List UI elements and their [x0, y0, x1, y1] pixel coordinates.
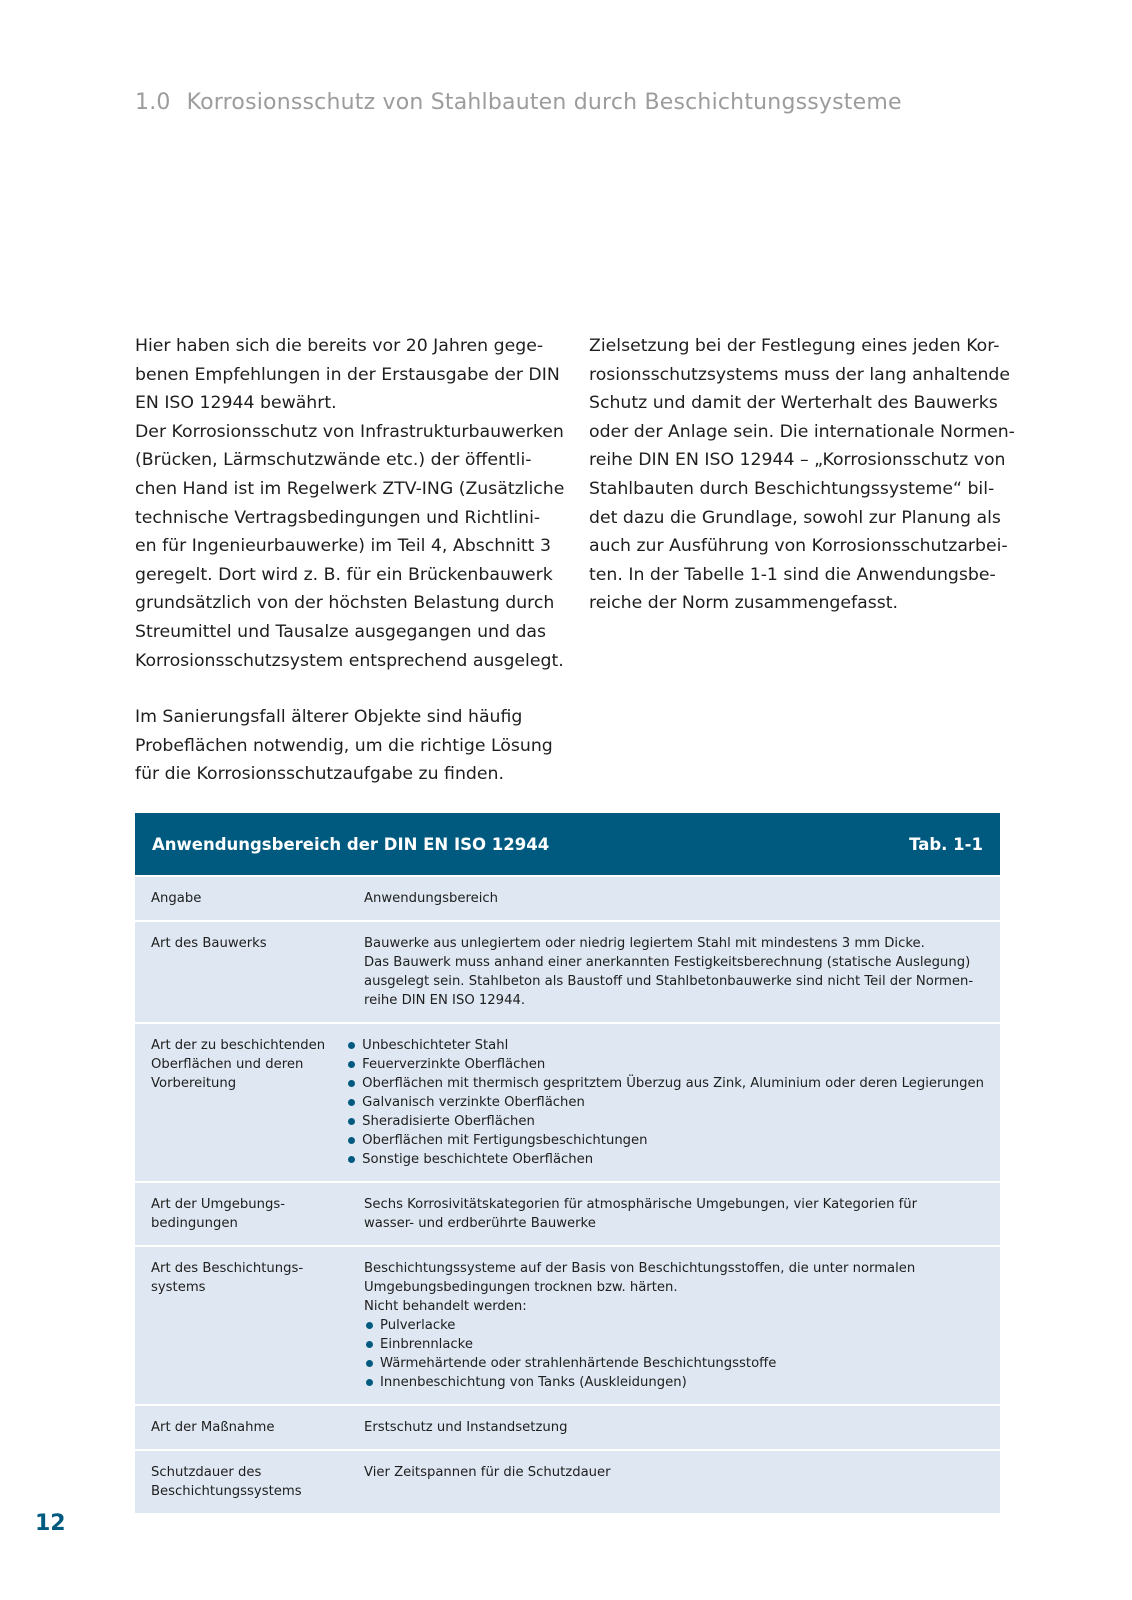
bullet-item: Feuerverzinkte Oberflächen [346, 1055, 984, 1074]
row-content-line: reihe DIN EN ISO 12944. [364, 993, 526, 1008]
text-line: Hier haben sich die bereits vor 20 Jahren gege- [135, 336, 544, 356]
text-line: det dazu die Grundlage, sowohl zur Planung als [589, 507, 1001, 528]
text-line: reihe DIN EN ISO 12944 – „Korrosionsschutz von [589, 450, 1006, 471]
bullet-item: Unbeschichteter Stahl [346, 1036, 984, 1055]
text-line: Stahlbauten durch Beschichtungssysteme“ bil- [589, 478, 995, 499]
table-body [135, 875, 1000, 1513]
text-line: ten. In der Tabelle 1-1 sind die Anwendungsbe- [589, 564, 996, 585]
text-line: rosionsschutzsystems muss der lang anhaltende [589, 364, 1011, 385]
left-text-column [135, 332, 565, 789]
row-content-line: Beschichtungssysteme auf der Basis von Beschichtungsstoffen, die unter normalen [364, 1261, 916, 1276]
text-line: grundsätzlich von der höchsten Belastung durch [135, 593, 555, 614]
row-label-line: Beschichtungssystems [151, 1484, 302, 1499]
table-row [135, 1245, 1000, 1404]
row-content-line: ausgelegt sein. Stahlbeton als Baustoff und Stahlbetonbauwerke sind nicht Teil der Normen- [364, 974, 974, 989]
row-label-line: systems [151, 1280, 206, 1295]
row-label [135, 1406, 364, 1449]
text-line: Der Korrosionsschutz von Infrastrukturbauwerken [135, 421, 564, 442]
bullet-item: Oberflächen mit Fertigungsbeschichtungen [346, 1131, 984, 1150]
scope-table [135, 813, 1000, 1513]
row-label-line: Oberflächen und deren [151, 1057, 304, 1072]
section-title [135, 90, 902, 115]
row-label-line: Art der Umgebungs- [151, 1197, 285, 1212]
row-content-line: Das Bauwerk muss anhand einer anerkannten Festigkeitsberechnung (statische Auslegung) [364, 955, 971, 970]
row-content-line: wasser- und erdberührte Bauwerke [364, 1216, 596, 1231]
bullet-item: Wärmehärtende oder strahlenhärtende Beschichtungsstoffe [364, 1354, 984, 1373]
row-content [364, 1247, 1000, 1404]
row-content [346, 1024, 1000, 1181]
row-content [364, 877, 1000, 920]
row-content [364, 1183, 1000, 1245]
row-content-line: Sechs Korrosivitätskategorien für atmosphärische Umgebungen, vier Kategorien für [364, 1197, 918, 1212]
page-number: 12 [35, 1511, 66, 1536]
right-text-column [589, 332, 1015, 618]
bullet-item: Oberflächen mit thermisch gespritztem Überzug aus Zink, Aluminium oder deren Legierungen [346, 1074, 984, 1093]
text-line: oder der Anlage sein. Die internationale Normen- [589, 421, 1015, 442]
bullet-list [364, 1316, 984, 1392]
bullet-item: Sonstige beschichtete Oberflächen [346, 1150, 984, 1169]
row-content-line: Vier Zeitspannen für die Schutzdauer [364, 1465, 611, 1480]
row-label-line: Art des Beschichtungs- [151, 1261, 304, 1276]
text-line: en für Ingenieurbauwerke) im Teil 4, Abschnitt 3 [135, 536, 551, 557]
row-content [364, 1451, 1000, 1513]
row-content-line: Nicht behandelt werden: [364, 1299, 527, 1314]
table-row [135, 1181, 1000, 1245]
text-line: Probeflächen notwendig, um die richtige Lösung [135, 735, 553, 756]
bullet-item: Galvanisch verzinkte Oberflächen [346, 1093, 984, 1112]
table-header-bar [135, 813, 1000, 875]
table-row [135, 1404, 1000, 1449]
row-content [364, 1406, 1000, 1449]
bullet-item: Pulverlacke [364, 1316, 984, 1335]
table-row [135, 1022, 1000, 1181]
bullet-item: Einbrennlacke [364, 1335, 984, 1354]
paragraph-goal [589, 332, 1015, 618]
text-line: Korrosionsschutzsystem entsprechend ausgelegt. [135, 650, 564, 671]
row-label-line: Art der Maßnahme [151, 1420, 275, 1435]
text-line: auch zur Ausführung von Korrosionsschutzarbei- [589, 536, 1008, 557]
text-line: geregelt. Dort wird z. B. für ein Brückenbauwerk [135, 564, 553, 585]
text-line: benen Empfehlungen in der Erstausgabe der DIN [135, 364, 560, 385]
text-line: Zielsetzung bei der Festlegung eines jeden Kor- [589, 336, 1000, 356]
row-label-line: Schutzdauer des [151, 1465, 262, 1480]
row-label [135, 1183, 364, 1245]
row-label [135, 1024, 346, 1181]
table-number: Tab. 1-1 [909, 834, 983, 854]
row-label-line: Angabe [151, 891, 202, 906]
row-label [135, 922, 364, 1022]
table-row [135, 1449, 1000, 1513]
bullet-list [346, 1036, 984, 1169]
text-line: Streumittel und Tausalze ausgegangen und das [135, 621, 547, 642]
row-label-line: Art der zu beschichtenden [151, 1038, 326, 1053]
section-number: 1.0 [135, 90, 171, 115]
row-label [135, 877, 364, 920]
row-content-line: Erstschutz und Instandsetzung [364, 1420, 568, 1435]
paragraph-intro [135, 332, 565, 675]
row-label [135, 1451, 364, 1513]
text-line: (Brücken, Lärmschutzwände etc.) der öffentli- [135, 450, 532, 471]
bullet-item: Innenbeschichtung von Tanks (Auskleidungen) [364, 1373, 984, 1392]
row-label-line: Vorbereitung [151, 1076, 237, 1091]
row-content-line: Bauwerke aus unlegiertem oder niedrig legiertem Stahl mit mindestens 3 mm Dicke. [364, 936, 925, 951]
text-line: Schutz und damit der Werterhalt des Bauwerks [589, 393, 998, 414]
row-label [135, 1247, 364, 1404]
paragraph-renovation [135, 703, 553, 789]
bullet-item: Sheradisierte Oberflächen [346, 1112, 984, 1131]
row-content [364, 922, 1000, 1022]
text-line: technische Vertragsbedingungen und Richtlini- [135, 507, 541, 528]
table-row [135, 920, 1000, 1022]
row-content-line: Anwendungsbereich [364, 891, 498, 906]
row-label-line: Art des Bauwerks [151, 936, 267, 951]
table-row [135, 875, 1000, 920]
text-line: für die Korrosionsschutzaufgabe zu finden. [135, 764, 504, 785]
section-title-text: Korrosionsschutz von Stahlbauten durch Beschichtungssysteme [186, 90, 902, 115]
text-line: EN ISO 12944 bewährt. [135, 393, 337, 414]
text-line: Im Sanierungsfall älterer Objekte sind häufig [135, 707, 523, 728]
row-content-line: Umgebungsbedingungen trocknen bzw. härten. [364, 1280, 678, 1295]
row-label-line: bedingungen [151, 1216, 238, 1231]
table-title: Anwendungsbereich der DIN EN ISO 12944 [152, 834, 550, 854]
text-line: reiche der Norm zusammengefasst. [589, 593, 898, 614]
text-line: chen Hand ist im Regelwerk ZTV-ING (Zusätzliche [135, 478, 565, 499]
